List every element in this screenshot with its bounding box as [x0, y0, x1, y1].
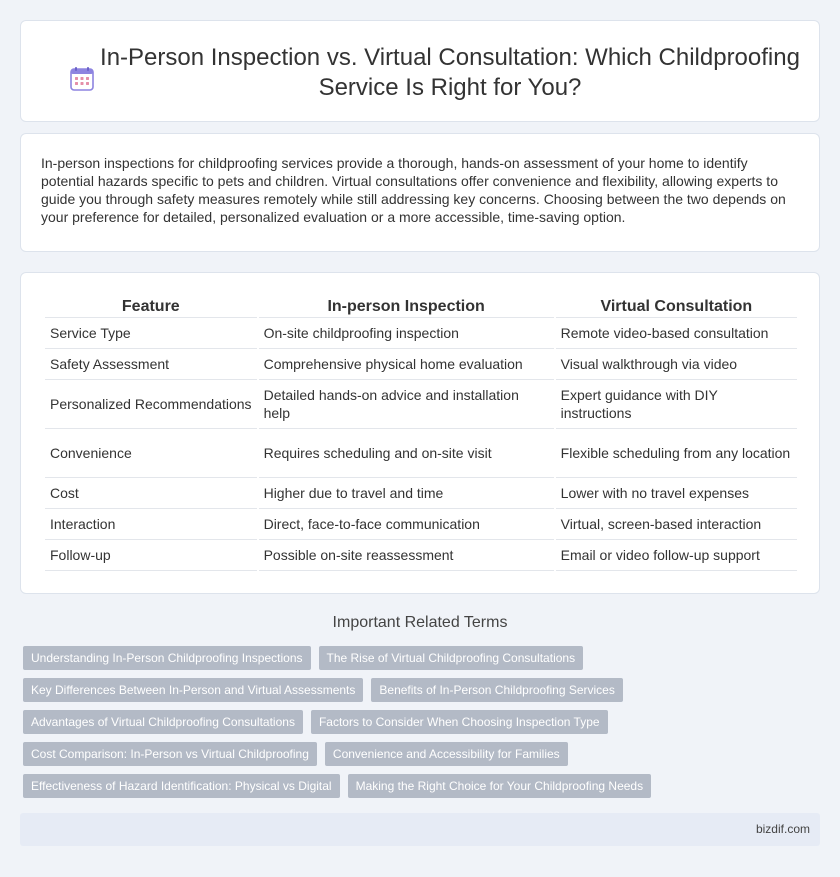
column-header-feature: Feature — [45, 295, 257, 318]
table-cell: Follow-up — [45, 540, 257, 571]
column-header-in-person: In-person Inspection — [259, 295, 554, 318]
table-row — [45, 478, 797, 509]
comparison-table — [43, 295, 799, 571]
comparison-card — [20, 272, 820, 594]
table-header-row — [45, 295, 797, 318]
table-cell: Flexible scheduling from any location — [556, 429, 797, 478]
table-row — [45, 380, 797, 429]
table-cell: Convenience — [45, 429, 257, 478]
title-card — [20, 20, 820, 122]
table-row — [45, 349, 797, 380]
table-cell: Interaction — [45, 509, 257, 540]
table-cell: Lower with no travel expenses — [556, 478, 797, 509]
table-row — [45, 318, 797, 349]
table-cell: Safety Assessment — [45, 349, 257, 380]
related-term-tag[interactable]: Cost Comparison: In-Person vs Virtual Childproofing — [23, 742, 317, 766]
table-cell: Remote video-based consultation — [556, 318, 797, 349]
table-cell: Requires scheduling and on-site visit — [259, 429, 554, 478]
table-row — [45, 540, 797, 571]
related-terms-list — [23, 646, 823, 798]
related-term-tag[interactable]: Convenience and Accessibility for Families — [325, 742, 568, 766]
related-term-tag[interactable]: Advantages of Virtual Childproofing Consultations — [23, 710, 303, 734]
table-cell: Expert guidance with DIY instructions — [556, 380, 797, 429]
table-cell: Possible on-site reassessment — [259, 540, 554, 571]
related-term-tag[interactable]: Benefits of In-Person Childproofing Services — [371, 678, 622, 702]
table-cell: Service Type — [45, 318, 257, 349]
table-row — [45, 509, 797, 540]
footer-bar — [20, 813, 820, 846]
table-cell: Comprehensive physical home evaluation — [259, 349, 554, 380]
table-cell: Cost — [45, 478, 257, 509]
footer-site-link[interactable]: bizdif.com — [755, 822, 810, 836]
related-term-tag[interactable]: Understanding In-Person Childproofing Inspections — [23, 646, 311, 670]
table-cell: Higher due to travel and time — [259, 478, 554, 509]
intro-paragraph: In-person inspections for childproofing services provide a thorough, hands-on assessment of your home to identify potential hazards specific to pets and children. Virtual consultations offer convenience and flexibility, allowing experts to guide you through safety measures remotely while still addressing key concerns. Choosing between the two depends on your preference for detailed, personalized evaluation or a more accessible, time-saving option. — [41, 155, 786, 225]
related-term-tag[interactable]: Making the Right Choice for Your Childproofing Needs — [348, 774, 652, 798]
table-row — [45, 429, 797, 478]
table-cell: Personalized Recommendations — [45, 380, 257, 429]
table-cell: On-site childproofing inspection — [259, 318, 554, 349]
related-term-tag[interactable]: Key Differences Between In-Person and Virtual Assessments — [23, 678, 363, 702]
table-cell: Email or video follow-up support — [556, 540, 797, 571]
intro-card — [20, 133, 820, 252]
column-header-virtual: Virtual Consultation — [556, 295, 797, 318]
table-cell: Direct, face-to-face communication — [259, 509, 554, 540]
page-title: In-Person Inspection vs. Virtual Consultation: Which Childproofing Service Is Right for You? — [100, 44, 800, 101]
table-cell: Detailed hands-on advice and installation help — [259, 380, 554, 429]
related-term-tag[interactable]: The Rise of Virtual Childproofing Consultations — [319, 646, 584, 670]
related-terms-heading: Important Related Terms — [332, 614, 508, 631]
related-term-tag[interactable]: Effectiveness of Hazard Identification: Physical vs Digital — [23, 774, 340, 798]
table-cell: Visual walkthrough via video — [556, 349, 797, 380]
table-cell: Virtual, screen-based interaction — [556, 509, 797, 540]
related-term-tag[interactable]: Factors to Consider When Choosing Inspection Type — [311, 710, 608, 734]
